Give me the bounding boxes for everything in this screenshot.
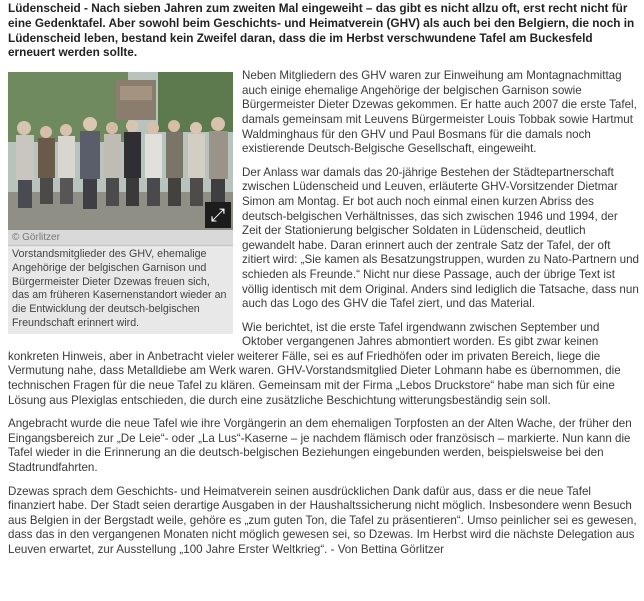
paragraph: Wie berichtet, ist die erste Tafel irgendwann zwischen September und Oktober vergangenen Jahres abmontiert worden. Es gibt zwar keinen konkreten Hinweis, aber in Anbetracht vieler weiterer Fälle, sei es auf Friedhöfen oder im privaten Bereich, liege die Vermutung nahe, dass Metalldiebe am Werk waren. GHV-Vorstandsmitglied Dieter Lohmann habe es übernommen, die technischen Fragen für die neue Tafel zu klären. Gemeinsam mit der Firma „Lebos Druckstore“ habe man sich für eine Lösung aus Plexiglas entschieden, die durch eine zusätzliche Beschichtung witterungsbeständig sein soll. [8,320,621,407]
article-lead: Lüdenscheid - Nach sieben Jahren zum zweiten Mal eingeweiht – das gibt es nicht allzu oft, erst recht nicht für eine Gedenktafel. Aber sowohl beim Geschichts- und Heimatverein (GHV) als auch bei den Belgiern, die noch in Lüdenscheid leben, bestand kein Zweifel daran, dass die im Herbst verschwundene Tafel am Buckesfeld erneuert werden sollte. [8,1,635,60]
group-photo-image [8,72,233,230]
photo-figure [8,72,233,334]
photo-credit: © Görlitzer [8,230,233,246]
group-photo[interactable] [8,72,233,230]
paragraph: Der Anlass war damals das 20-jährige Bestehen der Städtepartnerschaft zwischen Lüdenscheid und Leuven, erläuterte GHV-Vorsitzender Dietmar Simon am Montag. Er bot auch noch einmal einen kurzen Abriss des deutsch-belgischen Verhältnisses, das sich zwischen 1946 und 1994, der Zeit der Stationierung belgischer Soldaten in Lüdenscheid, deutlich gewandelt habe. Daran erinnert auch der zentrale Satz der Tafel, der oft zitiert wird: „Sie kamen als Besatzungstruppen, wurden zu Nato-Partnern und schieden als Freunde.“ Nicht nur diese Passage, auch der übrige Text ist völlig identisch mit dem Original. Anders sind lediglich die Tatsache, dass nun auch das Logo des GHV die Tafel ziert, und das Material. [242,165,639,311]
expand-icon[interactable]: ⤢ [205,202,231,228]
article [8,1,640,558]
photo-caption: Vorstandsmitglieder des GHV, ehemalige Angehörige der belgischen Garnison und Bürgermeister Dieter Dzewas freuen sich, das am früheren Kasernenstandort wieder an die Entwicklung der deutsch-belgischen Freundschaft erinnert wird. [8,246,233,334]
paragraph: Neben Mitgliedern des GHV waren zur Einweihung am Montagnachmittag auch einige ehemalige Angehörige der belgischen Garnison sowie Bürgermeister Dieter Dzewas gekommen. Er hatte auch 2007 die erste Tafel, damals gemeinsam mit Leuvens Bürgermeister Louis Tobbak sowie Hartmut Waldminghaus für den GHV und Paul Bosmans für die damals noch existierende Deutsch-Belgische Gesellschaft, eingeweiht. [242,69,637,156]
paragraph: Angebracht wurde die neue Tafel wie ihre Vorgängerin an dem ehemaligen Torpfosten an der Alten Wache, der früher den Eingangsbereich zur „De Leie“- oder „La Lus“-Kaserne – je nachdem flämisch oder französisch – markierte. Nun kann die Tafel wieder in die Erinnerung an die deutsch-belgischen Beziehungen eingebunden werden, beispielsweise bei den Stadtrundfahrten. [8,417,632,475]
paragraph: Dzewas sprach dem Geschichts- und Heimatverein seinen ausdrücklichen Dank dafür aus, dass er die neue Tafel finanziert habe. Der Stadt seien derartige Ausgaben in der Haushaltssicherung nicht möglich. Insbesondere wenn Besuch aus Belgien in der Bergstadt weile, gehöre es „zum guten Ton, die Tafel zu präsentieren“. Umso peinlicher sei es gewesen, dass das in den vergangenen Monaten nicht möglich gewesen sei, so Dzewas. Im Herbst wird die nächste Delegation aus Leuven erwartet, zur Ausstellung „100 Jahre Erster Weltkrieg“. - Von Bettina Görlitzer [8,484,637,556]
